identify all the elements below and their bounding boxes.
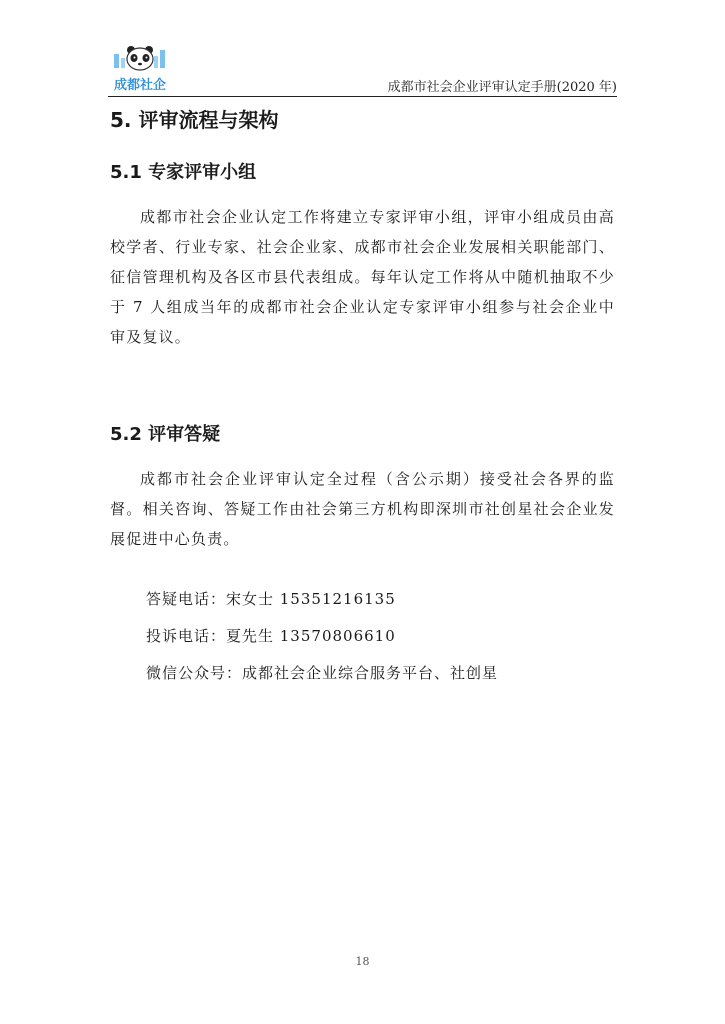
section-5-heading: 5. 评审流程与架构 bbox=[110, 108, 279, 132]
running-header-title: 成都市社会企业评审认定手册(2020 年) bbox=[387, 80, 617, 95]
section-5-1-heading: 5.1 专家评审小组 bbox=[110, 162, 257, 183]
logo bbox=[108, 44, 172, 96]
complaint-line-text: 投诉电话：夏先生 13570806610 bbox=[146, 627, 396, 645]
logo-wordmark: 成都社企 bbox=[113, 78, 166, 93]
header-divider bbox=[108, 96, 617, 97]
wechat-account-text: 微信公众号：成都社会企业综合服务平台、社创星 bbox=[146, 664, 499, 682]
panda-icon bbox=[108, 44, 172, 76]
section-5-2-paragraph: 成都市社会企业评审认定全过程（含公示期）接受社会各界的监督。相关咨询、答疑工作由社会第三方机构即深圳市社创星社会企业发展促进中心负责。 bbox=[110, 470, 615, 548]
page-number: 18 bbox=[355, 955, 370, 968]
section-5-1-paragraph: 成都市社会企业认定工作将建立专家评审小组，评审小组成员由高校学者、行业专家、社会企业家、成都市社会企业发展相关职能部门、征信管理机构及各区市县代表组成。每年认定工作将从中随机抽取不少于 7 人组成当年的成都市社会企业认定专家评审小组参与社会企业中审及复议。 bbox=[110, 208, 615, 346]
section-5-2-heading: 5.2 评审答疑 bbox=[110, 424, 221, 445]
hotline-text: 答疑电话：宋女士 15351216135 bbox=[146, 590, 396, 608]
